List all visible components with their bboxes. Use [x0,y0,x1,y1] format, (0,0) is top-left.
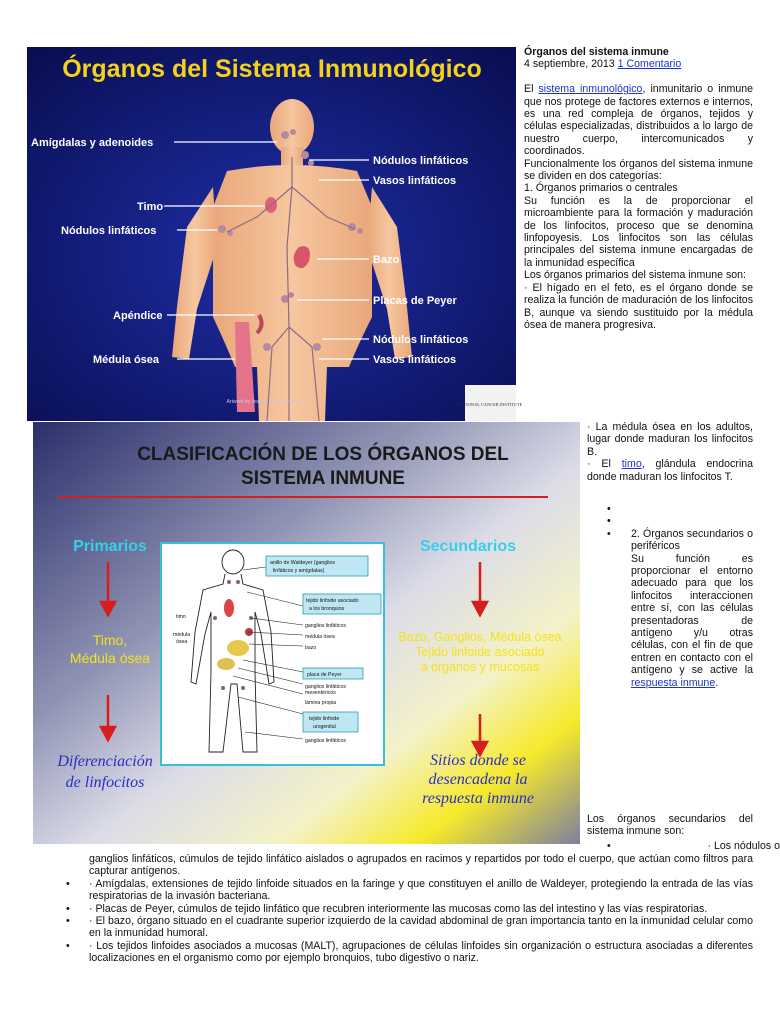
secundarios-result-3: respuesta inmune [422,790,534,807]
list-item: • [607,515,611,528]
primarios-items-2: Médula ósea [69,650,151,666]
lymphoid-tissue-diagram [161,543,384,765]
figure2-title-line1: CLASIFICACIÓN DE LOS ÓRGANOS DEL [137,444,509,465]
svg-text:lámina propia: lámina propia [305,700,337,706]
immune-organs-svg [27,47,523,421]
svg-text:anillo de Waldeyer (ganglios: anillo de Waldeyer (ganglios [270,560,335,566]
label-medula: Médula ósea [93,354,160,366]
label-vasos-right-1: Vasos linfáticos [373,175,457,187]
svg-text:bazo: bazo [305,645,317,651]
secundarios-items-3: a órganos y mucosas [420,660,540,674]
secundarios-result-1: Sitios donde se [430,752,526,769]
svg-text:médula: médula [173,632,191,638]
label-amigdalas: Amígdalas y adenoides [31,137,154,149]
primarios-result-2: de linfocitos [65,774,145,791]
secondary-bullets [604,503,753,689]
immune-response-link[interactable]: respuesta inmune [631,676,716,689]
figure1-title: Órganos del Sistema Inmunológico [62,55,482,83]
svg-text:mesentéricos: mesentéricos [305,690,336,696]
list-item: • [607,503,611,515]
svg-text:placa de Peyer: placa de Peyer [307,672,342,678]
svg-text:urogenital: urogenital [313,724,336,730]
svg-text:NATIONAL CANCER INSTITUTE: NATIONAL CANCER INSTITUTE [457,402,523,407]
paragraph-bone-marrow: · La médula ósea en los adultos, lugar donde maduran los linfocitos B. [587,421,753,458]
classification-svg [33,422,580,844]
label-nodulos-right-2: Nódulos linfáticos [373,334,469,346]
nci-logo [458,385,523,421]
secondary-function: Su función es proporcionar el entorno adecuado para que los linfocitos interaccionen entre sí, con las células presentadoras de antígeno y/u otras células, con el fin de que entren en contacto con el antígeno y se active la respuesta inmune. [631,552,753,689]
list-item: • · Placas de Peyer, cúmulos de tejido linfático que recubren interiormente las mucosas como las del intestino y las vías respiratorias. [66,902,708,915]
svg-text:tejido linfoide asociado: tejido linfoide asociado [306,598,359,604]
paragraph-liver: · El hígado en el feto, es el órgano donde se realiza la función de maduración de los linfocitos B, aunque va siendo sustituido por la médula ósea de manera progresiva. [524,281,753,331]
secundarios-heading: Secundarios [419,538,517,555]
list-item: • · Los tejidos linfoides asociados a mucosas (MALT), agrupaciones de células linfoides sin organización o estructura asociadas a diferentes localizaciones en el organismo como por ejemplo bronquios, tubo digestivo o nariz. [66,939,753,965]
svg-text:ganglios linfáticos: ganglios linfáticos [305,623,346,629]
article-column-top [524,46,753,331]
bullet-nodes-start: · Los nódulos o [707,840,780,852]
paragraph-primary-heading: 1. Órganos primarios o centrales [524,182,678,195]
label-apendice: Apéndice [113,310,163,322]
secundarios-result-2: desencadena la [428,771,528,788]
immune-organs-illustration [27,47,523,421]
label-placas: Placas de Peyer [373,295,457,307]
paragraph-primary-function: Su función es la de proporcionar el microambiente para la formación y maduración de los linfocitos, proceso que se denomina linfopoyesis. Los linfocitos son las células principales del sistema inmune encargadas de la inmunidad específica [524,194,753,269]
figure2-title-line2: SISTEMA INMUNE [241,468,405,489]
secondary-organs-list [0,853,768,965]
svg-text:ganglios linfáticos: ganglios linfáticos [305,738,346,744]
secondary-list-intro [587,813,753,838]
label-vasos-right-2: Vasos linfáticos [373,354,457,366]
label-nodulos-right-1: Nódulos linfáticos [373,155,469,167]
comments-link[interactable]: 1 Comentario [617,58,682,71]
list-item: • 2. Órganos secundarios o periféricos Su función es proporcionar el entorno adecuado para que los linfocitos interaccionen entre sí, con las células presentadoras de antígeno y/u otras células, con el fin de que entren en contacto con el antígeno y se active la respuesta inmune. [607,527,753,689]
paragraph-intro: El sistema inmunológico, inmunitario o inmune que nos protege de factores externos e internos, es una red compleja de órganos, tejidos y células especializadas, distribuidos a lo largo de nuestro cuerpo, intercomunicados y coordinados. [524,83,753,158]
paragraph-categories: Funcionalmente los órganos del sistema inmune se dividen en dos categorías: [524,157,753,183]
label-bazo: Bazo [373,254,400,266]
paragraph-primary-list-intro: Los órganos primarios del sistema inmune son: [524,269,746,282]
svg-text:tejido linfoide: tejido linfoide [309,716,340,722]
label-nodulos-left: Nódulos linfáticos [61,225,157,237]
list-item: • · Los nódulos o [607,840,780,852]
secondary-heading: 2. Órganos secundarios o periféricos [631,527,753,553]
paragraph-thymus: · El timo, glándula endocrina donde maduran los linfocitos T. [587,458,753,483]
svg-text:médula ósea: médula ósea [305,634,335,640]
article-meta [524,58,753,70]
primarios-heading: Primarios [73,538,147,555]
article-date: 4 septiembre, 2013 [524,58,615,71]
bullet-nodes-continued: ganglios linfáticos, cúmulos de tejido linfático aislados o agrupados en racimos y repartidos por todo el cuerpo, que actúan como filtros para capturar antígenos. [89,853,753,878]
immune-system-link[interactable]: sistema inmunológico [538,83,643,96]
secundarios-items-2: Tejido linfoide asociado [415,645,545,659]
svg-text:a los bronquios: a los bronquios [309,606,345,612]
list-item: • · Amígdalas, extensiones de tejido linfoide situados en la faringe y que constituyen el anillo de Waldeyer, protegiendo la entrada de las vías respiratorias de la invasión bacteriana. [66,877,753,903]
svg-text:linfáticos y amígdalas): linfáticos y amígdalas) [273,568,325,574]
svg-text:ósea: ósea [176,639,188,645]
artwork-credit: Artwork by Jeanne Kelly, ©2004 [226,399,298,405]
list-item: • · El bazo, órgano situado en el cuadrante superior izquierdo de la cavidad abdominal de gran importancia tanto en la inmunidad celular como en la inmunidad humoral. [66,915,753,940]
spacer [524,71,753,83]
article-title: Órganos del sistema inmune [524,46,669,58]
article-column-mid [587,421,753,483]
primarios-result-1: Diferenciación [57,753,153,770]
paragraph-secondary-intro: Los órganos secundarios del sistema inmune son: [587,813,753,838]
thymus-link[interactable]: timo [621,458,642,471]
svg-text:timo: timo [176,614,186,620]
secundarios-items-1: Bazo, Ganglios, Médula ósea [398,630,562,644]
primarios-items-1: Timo, [92,632,128,648]
classification-illustration [33,422,580,844]
label-timo: Timo [137,201,164,213]
svg-text:ganglios linfáticos: ganglios linfáticos [305,684,346,690]
